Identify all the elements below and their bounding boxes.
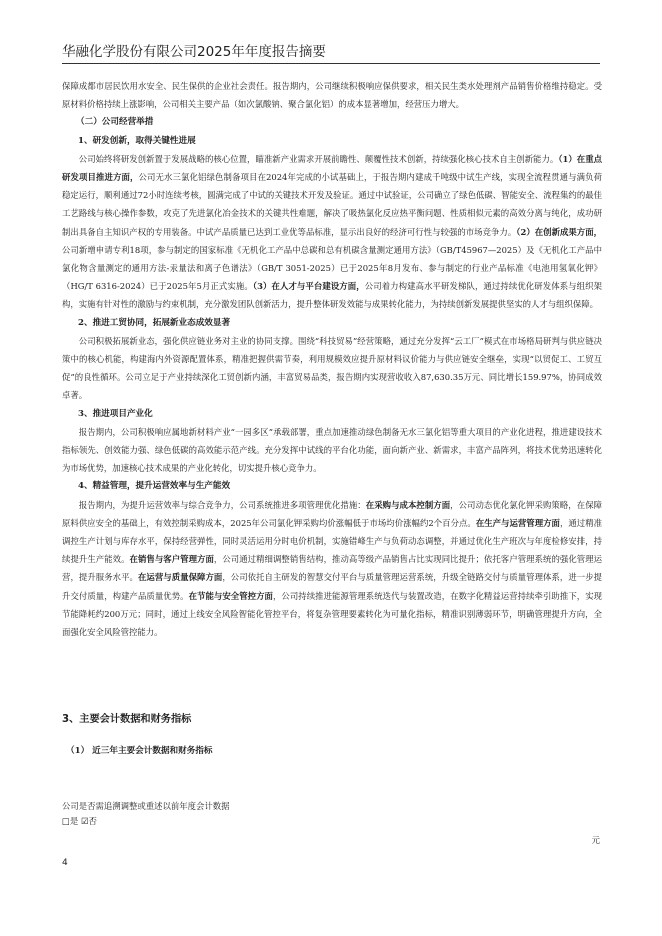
- emphasis-text: （1）在重点研发项目推进方面，: [62, 153, 602, 183]
- measure-heading: 4、精益管理，提升运营效率与生产能效: [78, 481, 231, 492]
- emphasis-text: （2）在创新成果方面，: [516, 226, 603, 237]
- page-number: 4: [62, 858, 68, 868]
- measure-heading: 3、推进项目产业化: [78, 408, 153, 419]
- body-text: ，公司持续推进能源管理系统迭代与装置改造，在数字化精益运营持续牵引助推下，实现节能降耗约200万元；同时，通过上线安全风险智能化管控平台，将复杂管理要素转化为可量化指标，精准识别薄弱环节，明确管理提升方向，全面强化安全风险管控能力。: [62, 590, 603, 638]
- measure-heading: 2、推进工贸协同，拓展新业态成效显著: [78, 317, 231, 328]
- currency-unit: 元: [591, 835, 600, 845]
- emphasis-text: 在节能与安全管控方面: [188, 590, 273, 601]
- measures-list: [62, 132, 602, 642]
- body-text: 报告期内，公司积极响应属地新材料产业“一园多区”承载部署，重点加速推动绿色制备无水三氯化铝等重大项目的产业化进程，推进建设技术指标领先、创效能力强、绿色低碳的高效能示范产线。充分发挥中试线的平台化功能，面向新产业、新需求，丰富产品阵列，将技术优势迅速转化为市场优势，加速核心技术成果的产业化转化，切实提升核心竞争力。: [62, 426, 602, 474]
- body-text: ，公司依托自主研发的智慧交付平台与质量管理运营系统，升级全链路交付与质量管理体系，进一步提升交付质量，构建产品质量优势。: [62, 572, 603, 601]
- body-text: 公司新增申请专利18项，参与制定的国家标准《无机化工产品中总碳和总有机碳含量测定通用方法》（GB/T45967—2025）及《无机化工产品中氯化物含量测定的通用方法-汞量法和离子色谱法》（GB/T 3051-2025）已于2025年8月发布、参与制定的行业产品标准《电池用氢氧化钾》（HG/T 6316-2024）已于2025年5月正式实施。: [62, 244, 602, 292]
- body-text: 公司着力构建高水平研发梯队，通过持续优化研发体系与组织架构，实施有针对性的激励与约束机制，充分激发团队创新活力，提升整体研发效能与成果转化能力，为持续创新发展提供坚实的人才与组织保障。: [62, 281, 602, 310]
- emphasis-text: 在运营与质量保障方面: [137, 572, 223, 583]
- measure-heading: 1、研发创新，取得关键性进展: [78, 135, 196, 146]
- page-header-title: 华融化学股份有限公司2025年年度报告摘要: [62, 44, 326, 60]
- emphasis-text: 在采购与成本控制方面: [365, 499, 451, 510]
- body-text: ，通过精准调控生产计划与库存水平，保持经营弹性，同时灵活运用分时电价机制，实施错峰生产与负荷动态调整，并通过优化生产班次与年度检修安排，持续提升生产能效。: [62, 517, 603, 565]
- intro-paragraph: 保障成都市居民饮用水安全、民生保供的企业社会责任。报告期内，公司继续积极响应保供要求，相关民生类水处理剂产品销售价格维持稳定。受原材料价格持续上涨影响，公司相关主要产品（如次氯酸钠、聚合氯化铝）的成本显著增加，经营压力增大。: [62, 81, 602, 110]
- measure-paragraph: [62, 423, 602, 478]
- header-divider: [62, 63, 600, 64]
- emphasis-text: （3）在人才与平台建设方面，: [252, 281, 365, 292]
- emphasis-text: 在销售与客户管理方面: [129, 554, 214, 565]
- restatement-answer-checkboxes: □是 ☑否: [62, 816, 97, 826]
- document-body: [62, 77, 602, 641]
- emphasis-text: 在生产与运营管理方面: [475, 517, 560, 528]
- body-text: 报告期内，为提升运营效率与综合竞争力，公司系统推进多项管理优化措施：: [78, 499, 366, 510]
- measures-heading: （二）公司经营举措: [76, 117, 154, 128]
- body-text: 公司无水三氯化铝绿色制备项目在2024年完成的小试基础上，于报告期内建成千吨级中试生产线，实现全流程贯通与满负荷稳定运行，顺利通过72小时连续考核，圆满完成了中试的关键技术开发及验证。通过中试验证，公司确立了绿色低碳、智能安全、流程集约的最佳工艺路线与核心操作参数，攻克了先进氯化冶金技术的关键共性难题，解决了吸热氯化反应热平衡问题、性质相似元素的高效分离与纯化，成功研制出具备自主知识产权的专用装备。中试产品质量已达到工业优等品标准，显示出良好的经济可行性与较强的市场竞争力。: [62, 172, 603, 237]
- measure-paragraph: [62, 332, 602, 405]
- measure-paragraph: [62, 496, 602, 642]
- body-text: 公司始终将研发创新置于发展战略的核心位置，瞄准新产业需求开展前瞻性、颠覆性技术创新，持续强化核心技术自主创新能力。: [78, 153, 559, 164]
- table-heading-three-years: （1） 近三年主要会计数据和财务指标: [66, 746, 213, 756]
- body-text: 公司积极拓展新业态，强化供应链业务对主业的协同支撑。围绕“科技贸易”经营策略，通过充分发挥“云工厂”模式在市场格局研判与供应链决策中的核心机能，构建海内外资源配置体系，精准把握供需节奏，利用规模效应提升原材料议价能力与供应链安全继垒，实现“以贸促工、工贸互促”的良性循环。公司立足于产业持续深化工贸创新内涵，丰富贸易品类，报告期内实现营收收入87,630.35万元、同比增长159.97%，协同成效卓著。: [62, 335, 602, 401]
- section-heading-accounting: 3、主要会计数据和财务指标: [62, 714, 192, 725]
- body-text: ，公司动态优化氯化钾采购策略，在保障原料供应安全的基础上，有效控制采购成本，2025年公司氯化钾采购均价涨幅低于市场均价涨幅约2个百分点。: [62, 499, 603, 528]
- measure-paragraph: [62, 150, 602, 314]
- restatement-question: 公司是否需追溯调整或重述以前年度会计数据: [62, 801, 230, 811]
- body-text: ，公司通过精细调整销售结构，推动高等级产品销售占比实现同比提升；依托客户管理系统的强化管理运营，提升服务水平。: [62, 554, 603, 583]
